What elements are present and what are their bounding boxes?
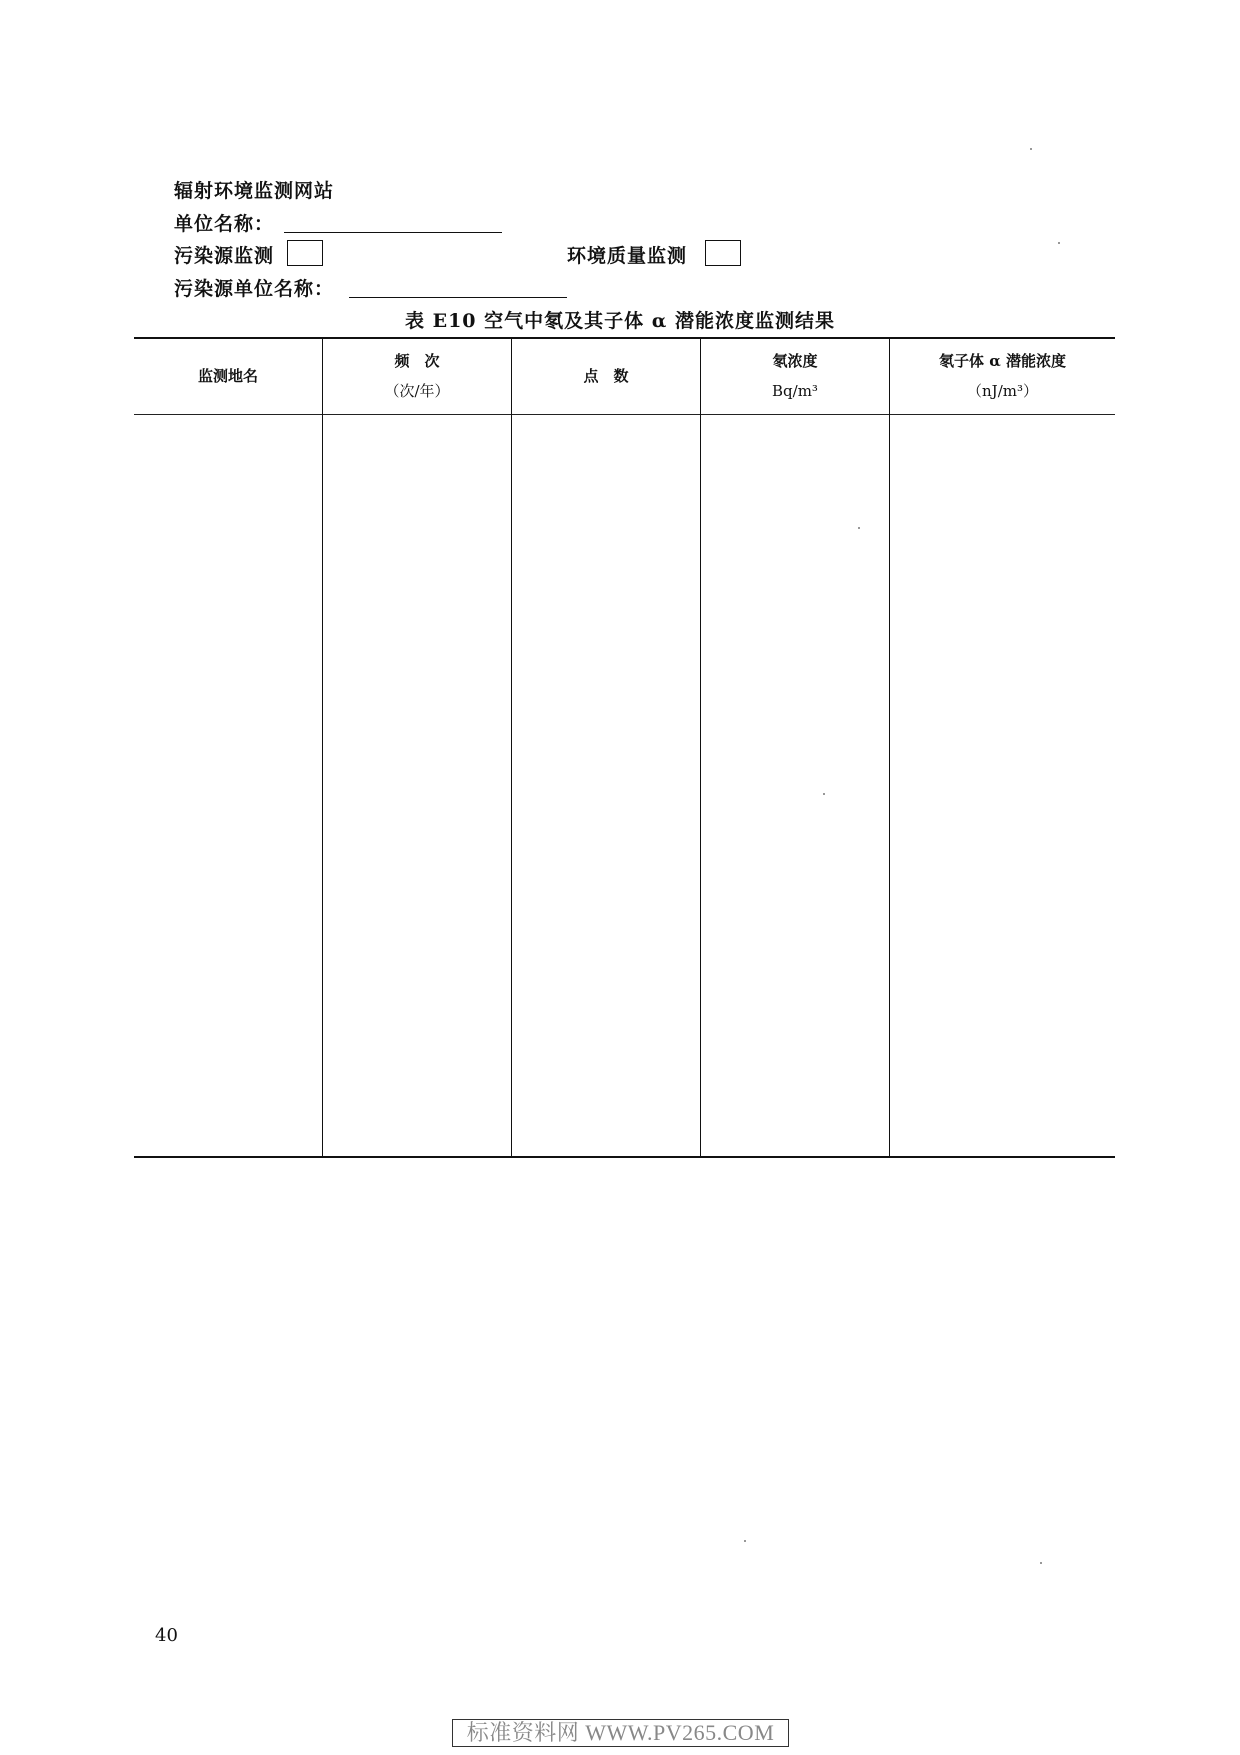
column-header-progeny (890, 338, 1115, 414)
column-divider (511, 338, 512, 1157)
scan-speck (1040, 1562, 1042, 1564)
pollution-source-checkbox[interactable] (287, 240, 323, 266)
column-header-label: 监测地名 (197, 367, 258, 385)
scan-speck (744, 1540, 746, 1542)
column-divider (322, 338, 323, 1157)
column-header-label: 氡浓度 (772, 352, 818, 370)
column-header-points (512, 338, 700, 414)
column-header-unit: （nJ/m³） (967, 382, 1038, 400)
column-header-label: 氡子体 α 潜能浓度 (939, 352, 1066, 370)
env-quality-label: 环境质量监测 (567, 245, 688, 267)
pollution-source-label: 污染源监测 (174, 245, 275, 267)
page-number: 40 (155, 1625, 178, 1646)
column-header-label: 点 数 (583, 367, 629, 385)
column-header-radon (701, 338, 889, 414)
column-divider (700, 338, 701, 1157)
env-quality-checkbox[interactable] (705, 240, 741, 266)
pollution-unit-label: 污染源单位名称： (174, 278, 335, 300)
column-header-frequency (323, 338, 511, 414)
column-header-unit: （次/年） (384, 382, 450, 400)
column-header-location (134, 338, 322, 414)
scan-speck (858, 527, 860, 529)
watermark: 标准资料网 WWW.PV265.COM (452, 1719, 789, 1747)
column-header-label: 频 次 (394, 352, 440, 370)
pollution-unit-field[interactable] (349, 297, 567, 298)
table-bottom-rule (134, 1156, 1115, 1158)
scan-speck (1030, 148, 1032, 150)
table-header-rule (134, 414, 1115, 415)
scan-speck (1058, 242, 1060, 244)
station-title: 辐射环境监测网站 (174, 180, 335, 202)
scan-speck (823, 793, 825, 795)
column-header-unit: Bq/m³ (772, 382, 818, 400)
unit-name-label: 单位名称： (174, 213, 275, 235)
table-title: 表 E10 空气中氡及其子体 α 潜能浓度监测结果 (404, 310, 835, 332)
unit-name-field[interactable] (284, 232, 502, 233)
column-divider (889, 338, 890, 1157)
